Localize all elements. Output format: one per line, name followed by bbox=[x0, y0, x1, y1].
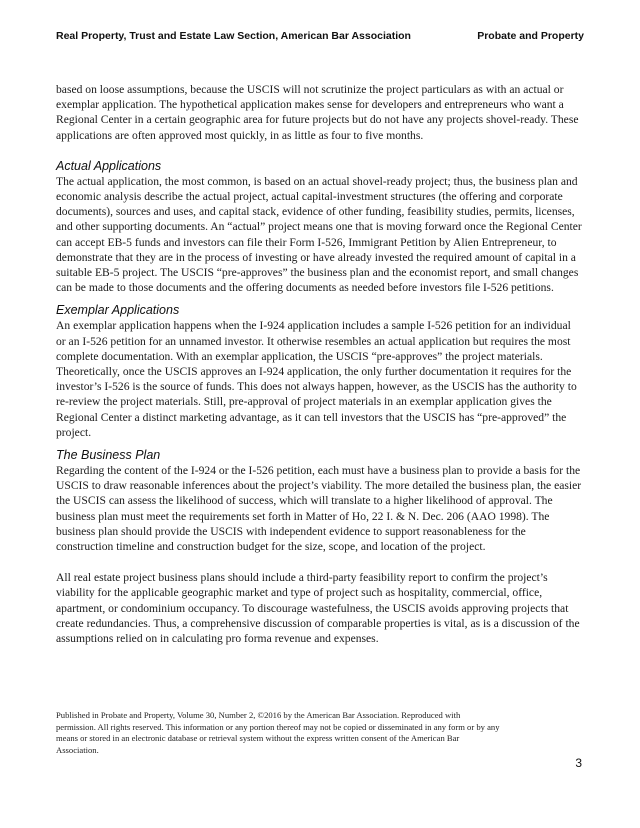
intro-paragraph: based on loose assumptions, because the USCIS will not scrutinize the project particulars as with an actual or exemplar application. The hypothetical application makes sense for developers and entrepreneurs who want a Regional Center in a certain geographic area for future projects but do not have any projects shovel-ready. These applications are often approved most quickly, in as little as four to five months. bbox=[56, 83, 579, 142]
exemplar-applications-paragraph: An exemplar application happens when the I-924 application includes a sample I-526 petition for an individual or an I-526 petition for an unnamed investor. It otherwise resembles an actual application but requires the most complete documentation. With an exemplar application, the USCIS “pre-approves” the project materials. Theoretically, once the USCIS approves an I-924 application, the only further documentation it requires for the investor’s I-526 is the source of funds. This does not always happen, however, as the USCIS has the authority to re-review the project materials. Still, pre-approval of project materials in an exemplar application gives the Regional Center a distinct marketing advantage, as it can tell investors that the USCIS has “pre-approved” the project. bbox=[56, 319, 577, 439]
article-body bbox=[56, 82, 582, 654]
business-plan-paragraph-2: All real estate project business plans should include a third-party feasibility report to confirm the project’s viability for the applicable geographic market and type of project such as hospitality, commercial, office, apartment, or condominium occupancy. To discourage wastefulness, the USCIS avoids approving projects that create redundancies. Thus, a comprehensive discussion of comparable properties is vital, as is a discussion of the assumptions relied on in calculating pro forma revenue and expenses. bbox=[56, 571, 580, 646]
running-header bbox=[56, 30, 584, 46]
page-number: 3 bbox=[575, 756, 582, 770]
business-plan-paragraph-1: Regarding the content of the I-924 or the I-526 petition, each must have a business plan to provide a basis for the USCIS to draw reasonable inferences about the project’s viability. The more detailed the business plan, the easier the USCIS can assess the likelihood of success, which will translate to a higher likelihood of approval. The business plan must meet the requirements set forth in Matter of Ho, 22 I. & N. Dec. 206 (AAO 1998). The business plan should provide the USCIS with independent evidence to support reasonableness for the construction timeline and construction budget for the size, scope, and location of the project. bbox=[56, 464, 582, 554]
actual-applications-heading: Actual Applications bbox=[56, 158, 162, 173]
header-journal: Probate and Property bbox=[477, 30, 584, 42]
business-plan-heading: The Business Plan bbox=[56, 448, 161, 463]
copyright-notice: Published in Probate and Property, Volume 30, Number 2, ©2016 by the American Bar Association. Reproduced with permission. All rights reserved. This information or any portion thereof may not be copied or disseminated in any form or by any means or stored in an electronic database or retrieval system without the express written consent of the American Bar Association. bbox=[56, 710, 500, 755]
actual-applications-paragraph: The actual application, the most common, is based on an actual shovel-ready project; thus, the business plan and economic analysis describe the actual project, actual capital-investment structures (the offering and corporate documents), sources and uses, and capital stack, evidence of other funding, feasibility studies, permits, licenses, and other supporting documents. An “actual” project means one that is moving forward once the Regional Center can accept EB-5 funds and investors can file their Form I-526, Immigrant Petition by Alien Entrepreneur, to demonstrate that they are in the process of investing or have already invested the required amount of capital in a suitable EB-5 project. The USCIS “pre-approves” the business plan and the economist report, and small changes can be made to those documents and the offering documents as needed before investors file I-526 petitions. bbox=[56, 174, 582, 295]
exemplar-applications-heading: Exemplar Applications bbox=[56, 303, 180, 318]
header-publication: Real Property, Trust and Estate Law Section, American Bar Association bbox=[56, 30, 411, 42]
